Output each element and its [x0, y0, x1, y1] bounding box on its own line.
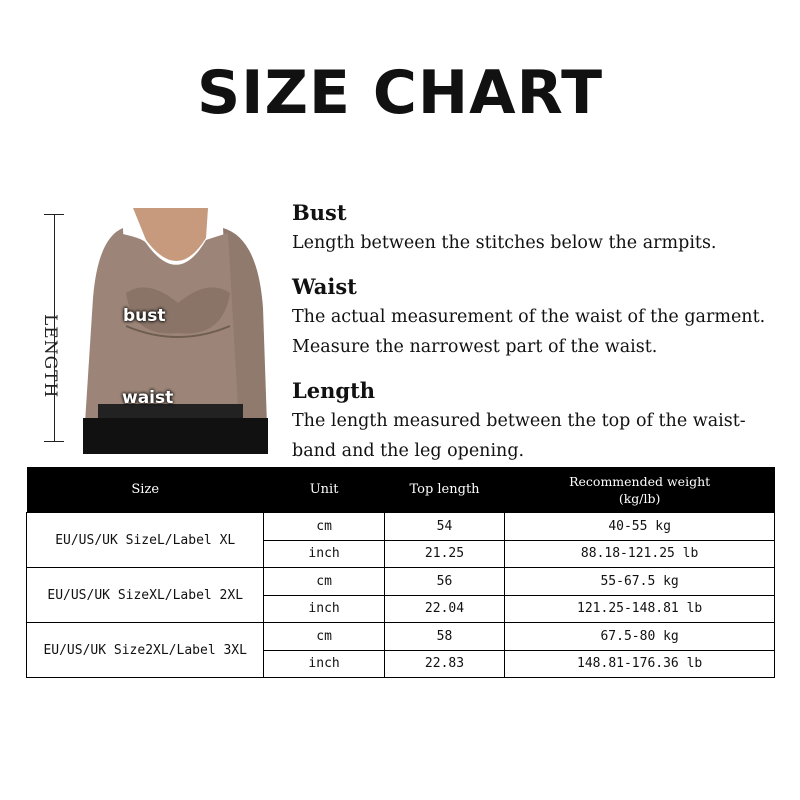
weight-cell: 148.81-176.36 lb	[505, 650, 775, 678]
header-recommended-weight	[505, 467, 775, 513]
waist-heading: Waist	[292, 274, 357, 299]
size-table	[26, 467, 775, 678]
length-description	[292, 376, 792, 466]
length-cell: 54	[384, 513, 505, 541]
waist-text-line-2: Measure the narrowest part of the waist.	[292, 337, 658, 357]
weight-cell: 55-67.5 kg	[505, 568, 775, 596]
length-cell: 22.83	[384, 650, 505, 678]
table-header-row	[27, 467, 775, 513]
measurement-descriptions	[292, 198, 792, 480]
length-cell: 22.04	[384, 595, 505, 623]
size-cell: EU/US/UK SizeXL/Label 2XL	[27, 568, 264, 623]
unit-cell: cm	[264, 568, 384, 596]
page-title: SIZE CHART	[196, 58, 604, 128]
model-illustration	[78, 208, 274, 454]
bust-text: Length between the stitches below the armpits.	[292, 233, 717, 253]
header-weight-line-1: Recommended weight	[569, 473, 711, 489]
length-cell: 58	[384, 623, 505, 651]
length-cell: 56	[384, 568, 505, 596]
waist-text-line-1: The actual measurement of the waist of the garment.	[292, 307, 766, 327]
header-size: Size	[27, 467, 264, 513]
bust-description	[292, 198, 792, 258]
length-text-line-2: band and the leg opening.	[292, 441, 525, 461]
waist-tag: waist	[122, 388, 174, 408]
length-label: LENGTH	[40, 314, 60, 399]
table-row	[27, 568, 775, 596]
length-bottom-tick	[44, 441, 64, 442]
header-weight-line-2: (kg/lb)	[618, 490, 661, 506]
size-cell: EU/US/UK SizeL/Label XL	[27, 513, 264, 568]
unit-cell: cm	[264, 513, 384, 541]
length-text-line-1: The length measured between the top of the waist-	[292, 411, 746, 431]
header-top-length: Top length	[384, 467, 505, 513]
size-cell: EU/US/UK Size2XL/Label 3XL	[27, 623, 264, 678]
unit-cell: inch	[264, 540, 384, 568]
length-cell: 21.25	[384, 540, 505, 568]
weight-cell: 88.18-121.25 lb	[505, 540, 775, 568]
table-row	[27, 513, 775, 541]
unit-cell: inch	[264, 650, 384, 678]
weight-cell: 40-55 kg	[505, 513, 775, 541]
waist-description	[292, 272, 792, 362]
table-row	[27, 623, 775, 651]
length-heading: Length	[292, 378, 376, 403]
unit-cell: cm	[264, 623, 384, 651]
header-unit: Unit	[264, 467, 384, 513]
bust-tag: bust	[123, 306, 166, 326]
weight-cell: 121.25-148.81 lb	[505, 595, 775, 623]
model-photo	[78, 208, 274, 454]
length-indicator	[30, 214, 70, 444]
bust-heading: Bust	[292, 200, 347, 225]
weight-cell: 67.5-80 kg	[505, 623, 775, 651]
unit-cell: inch	[264, 595, 384, 623]
